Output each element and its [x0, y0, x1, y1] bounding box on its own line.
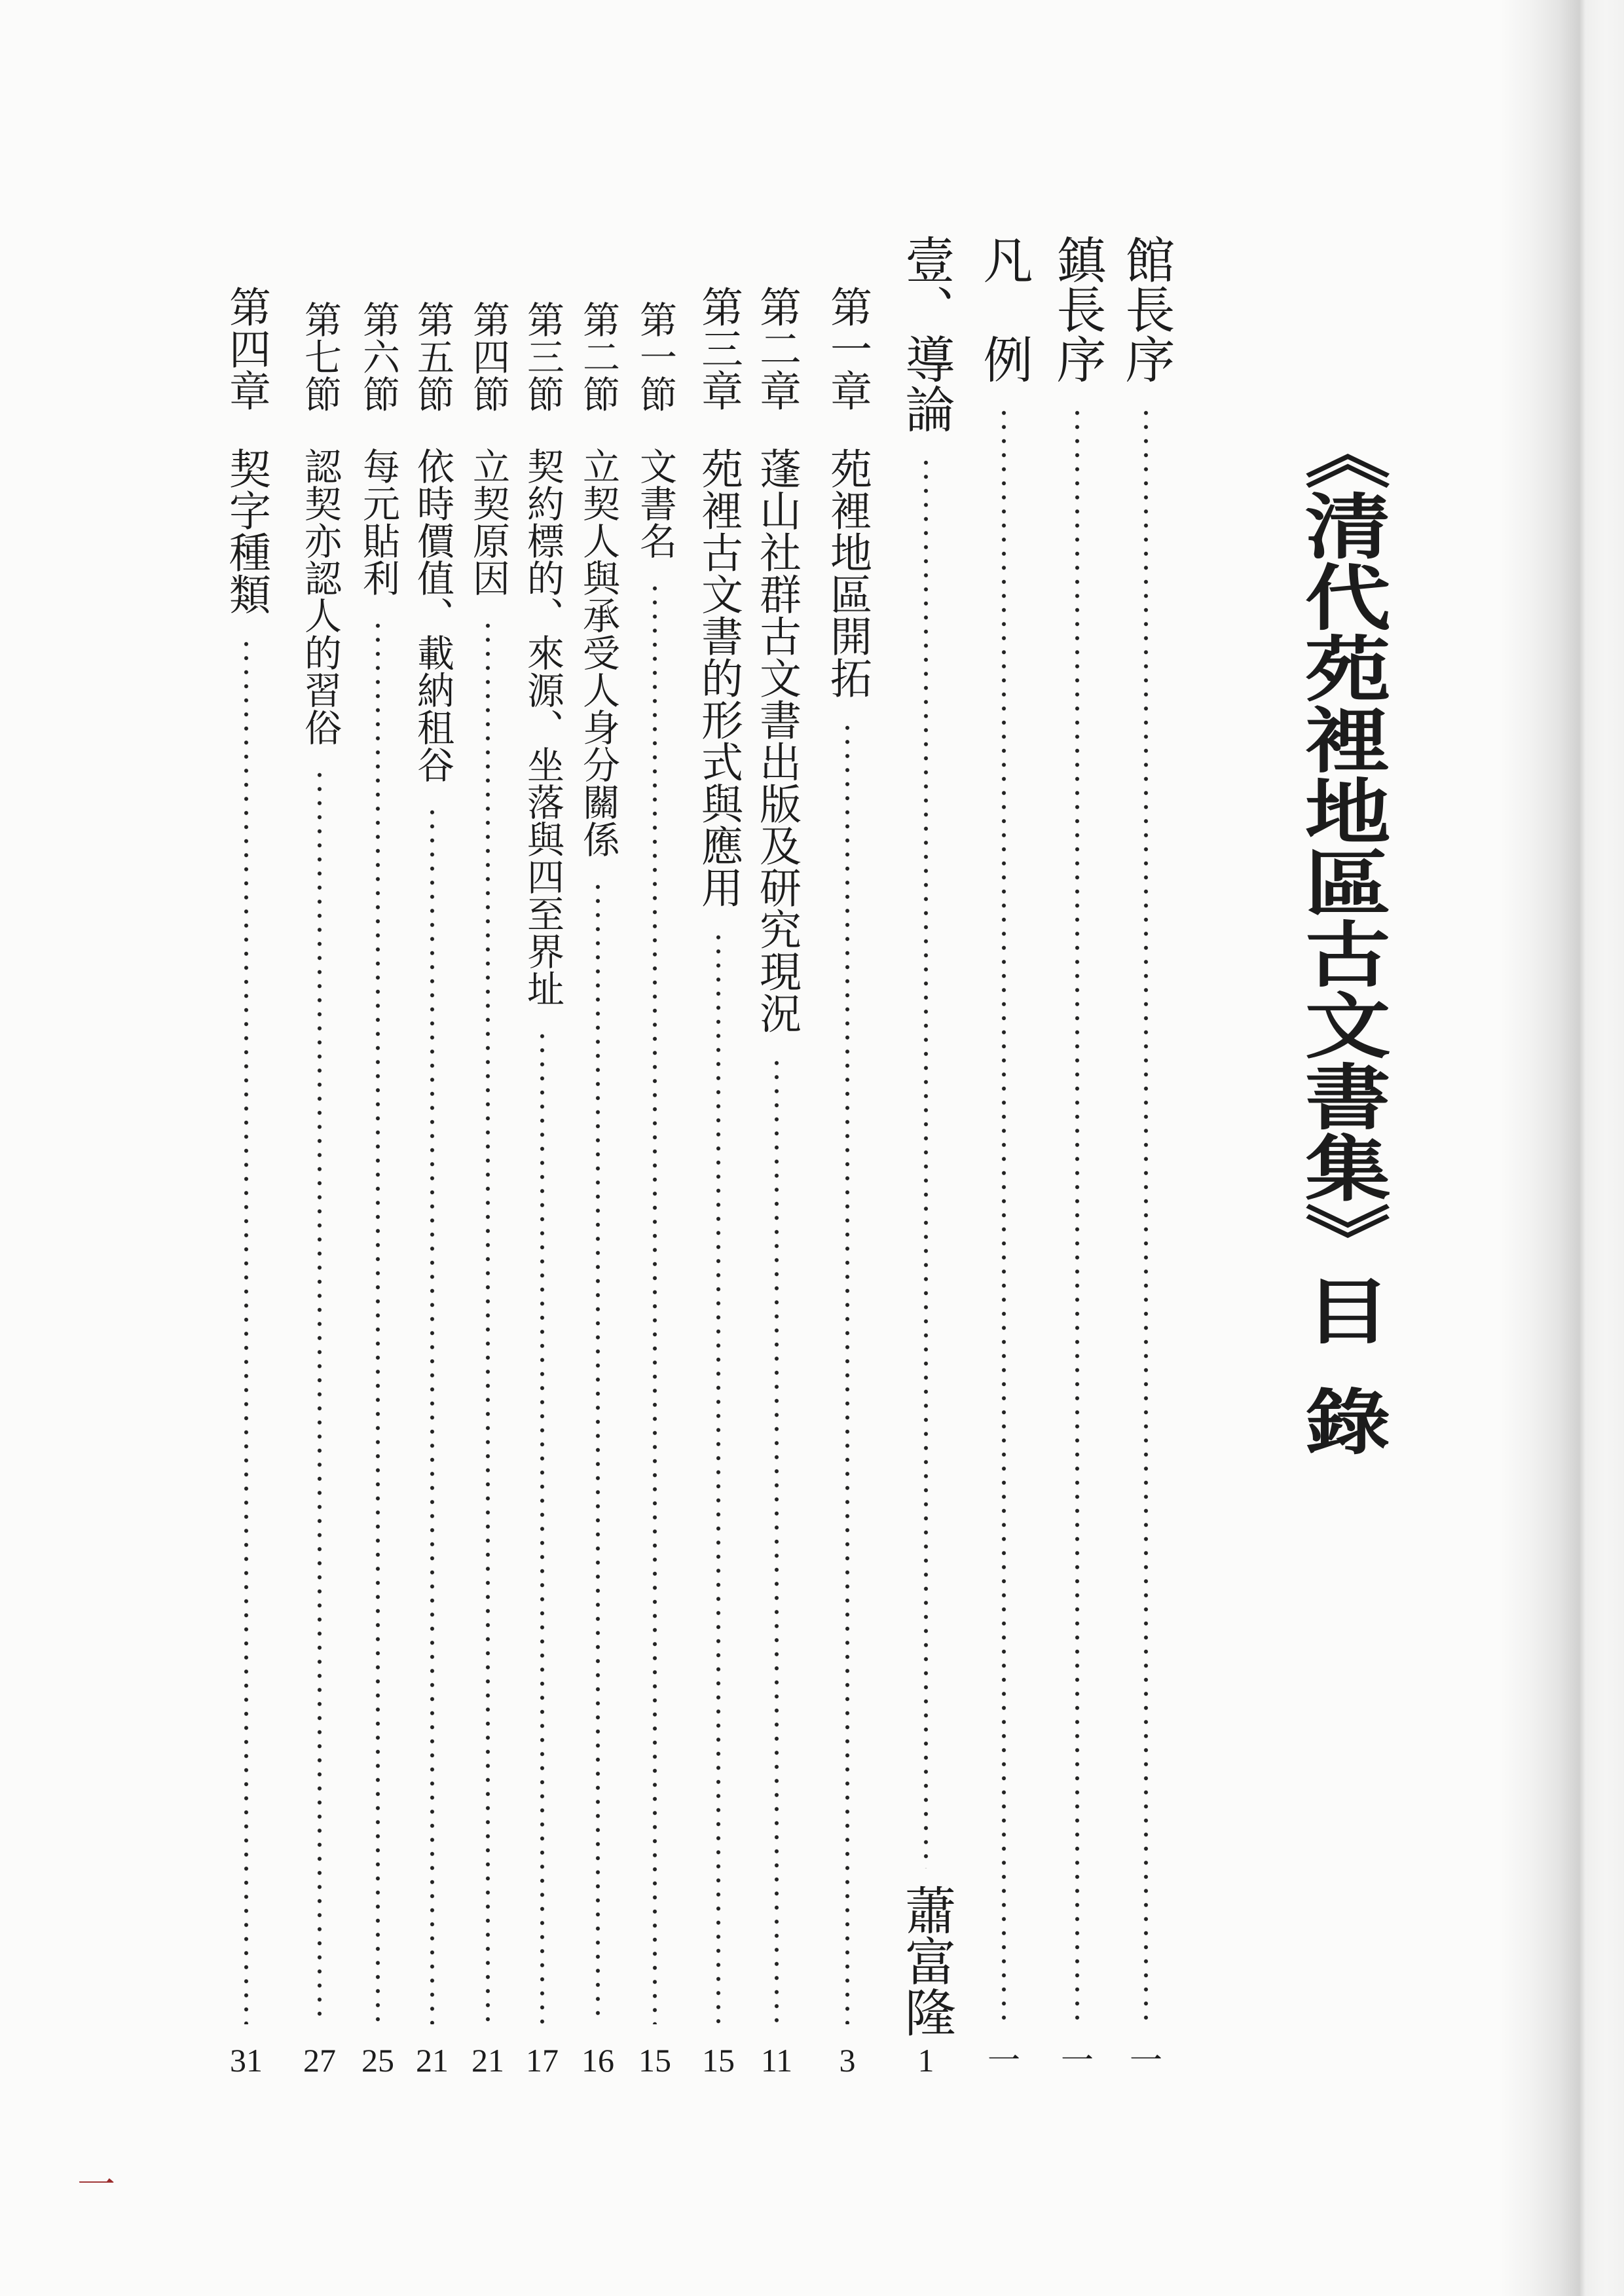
toc-page-number: 21 [416, 2042, 449, 2079]
toc-page-number: 17 [526, 2042, 559, 2079]
section-label: 第一節 [633, 301, 677, 412]
toc-page-number: 一 [1130, 2042, 1162, 2079]
book-binding-shadow [1500, 0, 1624, 2296]
toc-page-number: 27 [303, 2042, 336, 2079]
toc-entry-title: 館長序 [1117, 234, 1175, 384]
dot-leader [651, 581, 659, 2024]
toc-entry-title: 每元貼利 [356, 447, 400, 596]
toc-entry-title: 苑裡地區開拓 [823, 447, 872, 699]
toc-page-number: 3 [839, 2042, 856, 2079]
dot-leader [1142, 406, 1150, 2024]
dot-leader [594, 880, 602, 2024]
toc-entry-chapter-2 [744, 285, 809, 2024]
toc-entry-section-4 [455, 301, 521, 2024]
chapter-label: 第三章 [694, 285, 743, 411]
chapter-label: 第四章 [222, 285, 270, 411]
book-title: 《清代苑裡地區古文書集》 [1291, 418, 1392, 1274]
toc-entry-section-2 [565, 301, 631, 2024]
toc-entry-title: 認契亦認人的習俗 [298, 447, 342, 746]
toc-entry-title: 蓬山社群古文書出版及研究現況 [752, 447, 801, 1034]
toc-page-number: 31 [230, 2042, 263, 2079]
toc-page-number: 1 [917, 2042, 934, 2079]
dot-leader [843, 721, 851, 2024]
toc-page-number: 15 [702, 2042, 735, 2079]
dot-leader [714, 930, 722, 2024]
toc-entry-title: 苑裡古文書的形式與應用 [694, 447, 743, 908]
dot-leader [374, 619, 382, 2024]
chapter-label: 第一章 [823, 285, 872, 411]
toc-entry-author: 蕭富隆 [896, 1884, 955, 2037]
dot-leader [773, 1056, 781, 2024]
toc-entry-title: 文書名 [633, 447, 677, 559]
section-label: 第六節 [356, 301, 400, 412]
toc-entry-mayor-preface [1044, 234, 1110, 2024]
dot-leader [1000, 406, 1008, 2024]
dot-leader [538, 1029, 546, 2024]
dot-leader [484, 619, 492, 2024]
toc-entry-title: 立契人與承受人身分關係 [576, 447, 620, 858]
toc-entry-section-1 [622, 301, 688, 2024]
toc-page-number: 21 [471, 2042, 504, 2079]
section-label: 第四節 [466, 301, 510, 412]
chapter-label: 第二章 [752, 285, 801, 411]
dot-leader [922, 456, 930, 1868]
section-label: 第五節 [411, 301, 454, 412]
toc-entry-introduction [893, 234, 959, 2037]
toc-entry-title: 壹、導論 [897, 234, 955, 433]
toc-page-number: 一 [1061, 2042, 1094, 2079]
folio-page-number: 一 [77, 2162, 115, 2207]
toc-entry-chapter-4 [213, 285, 279, 2024]
dot-leader [1073, 406, 1081, 2024]
toc-page-number: 16 [581, 2042, 614, 2079]
toc-entry-section-6 [345, 301, 411, 2024]
toc-entry-title: 凡 例 [975, 234, 1033, 384]
toc-page-number: 25 [361, 2042, 394, 2079]
toc-entry-title: 契字種類 [222, 447, 270, 615]
toc-entry-curator-preface [1113, 234, 1179, 2024]
section-label: 第二節 [576, 301, 620, 412]
toc-heading: 目錄 [1291, 1274, 1392, 1495]
toc-entry-section-7 [287, 301, 352, 2024]
toc-page-number: 11 [760, 2042, 793, 2079]
section-label: 第三節 [521, 301, 564, 412]
toc-entry-title: 依時價值、載納租谷 [411, 447, 454, 783]
dot-leader [242, 637, 250, 2024]
dot-leader [316, 768, 323, 2024]
toc-title-block [1278, 418, 1404, 1495]
toc-page-number: 15 [638, 2042, 671, 2079]
section-label: 第七節 [298, 301, 342, 412]
toc-entry-title: 契約標的、來源、坐落與四至界址 [521, 447, 564, 1007]
dot-leader [428, 805, 436, 2024]
toc-page-number: 一 [987, 2042, 1020, 2079]
toc-entry-title: 立契原因 [466, 447, 510, 596]
toc-entry-title: 鎮長序 [1048, 234, 1107, 384]
toc-entry-editorial-notes [971, 234, 1037, 2024]
toc-entry-chapter-1 [815, 285, 880, 2024]
toc-entry-chapter-3 [686, 285, 751, 2024]
